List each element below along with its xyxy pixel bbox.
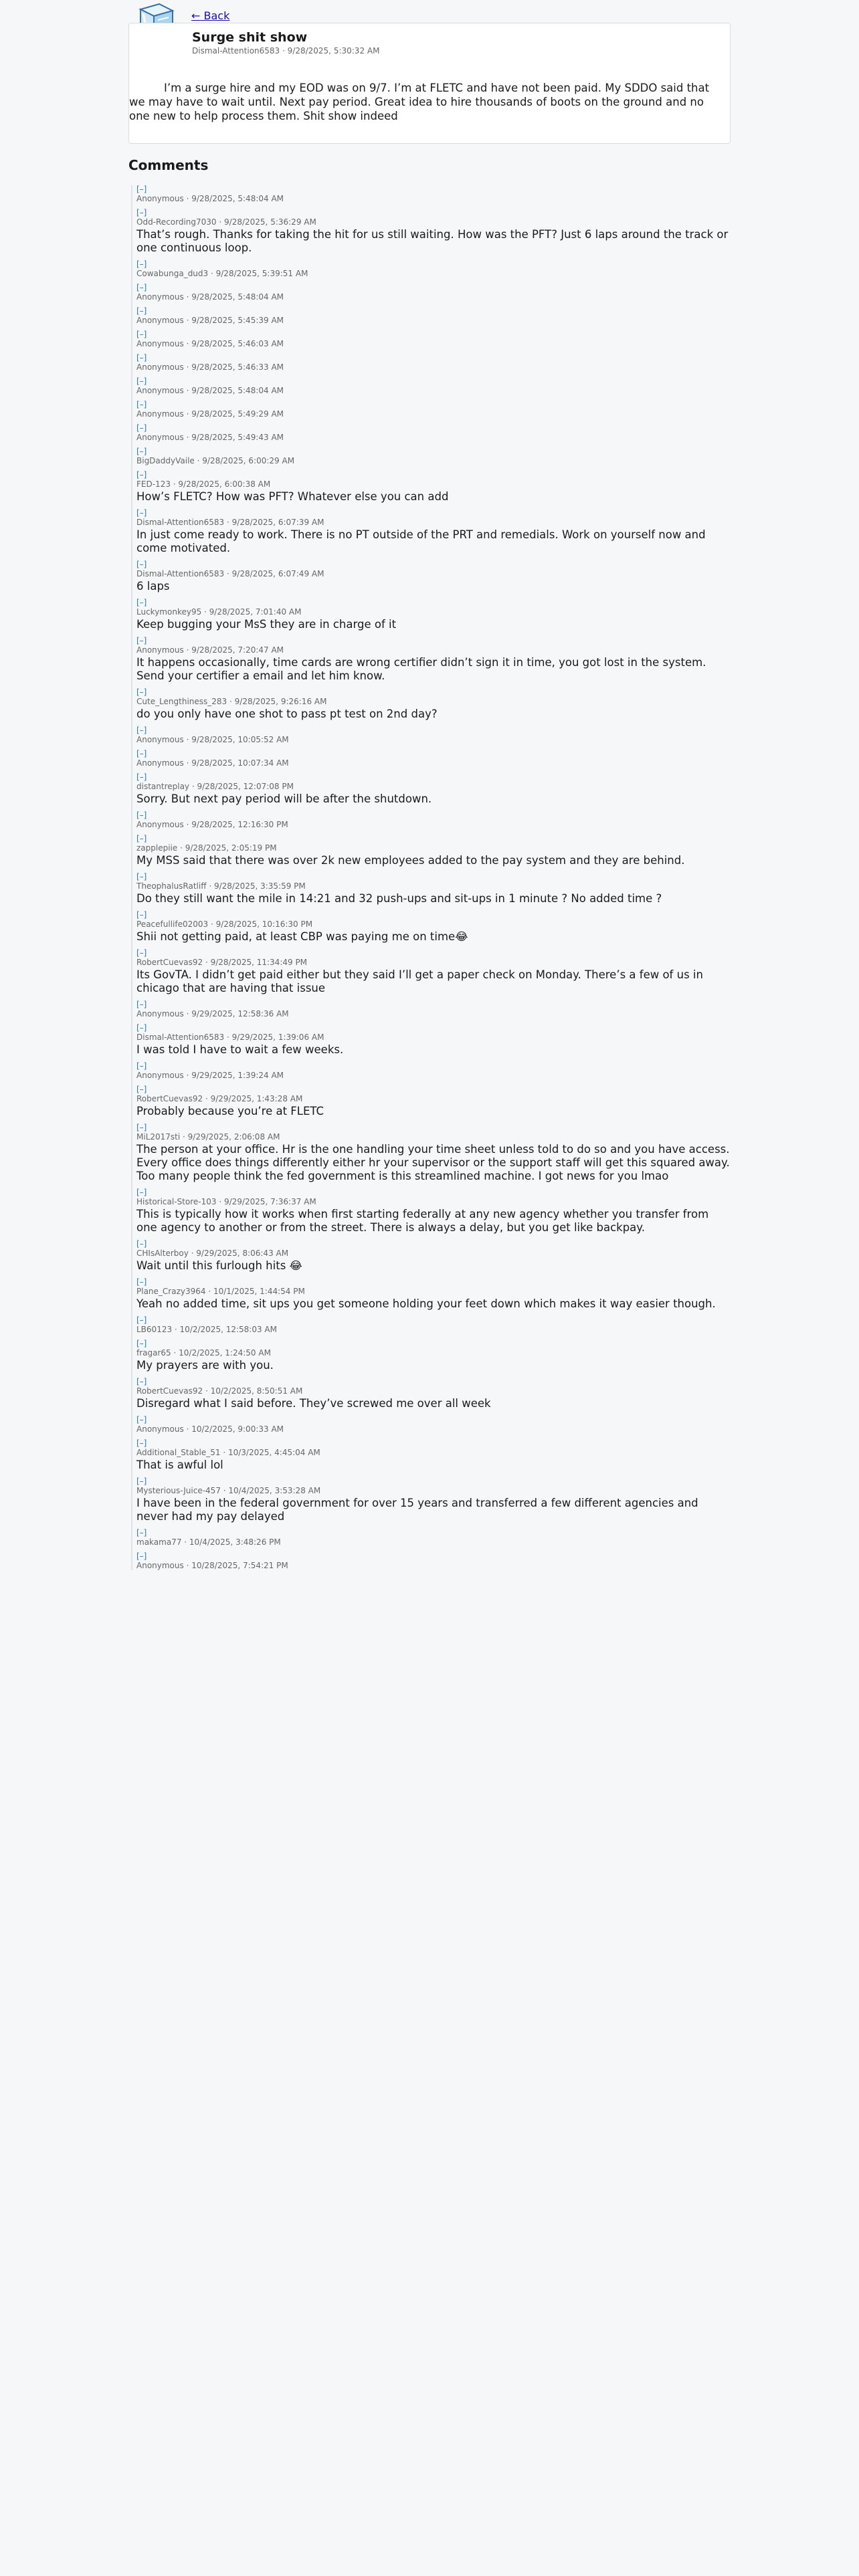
collapse-toggle[interactable]: [–] — [136, 749, 147, 758]
meta-separator: · — [183, 758, 192, 768]
comment-time: 9/28/2025, 11:34:49 PM — [210, 958, 308, 967]
comment-meta — [136, 479, 731, 489]
comment-text: Keep bugging your MsS they are in charge of it — [136, 618, 397, 631]
comment-author[interactable]: RobertCuevas92 — [136, 958, 203, 967]
collapse-toggle[interactable]: [–] — [136, 1085, 147, 1094]
comment-time: 10/3/2025, 4:45:04 AM — [227, 1448, 320, 1457]
post-author[interactable]: Dismal-Attention6583 — [192, 46, 280, 56]
comment-text: That is awful lol — [136, 1459, 223, 1471]
comment-author[interactable]: Peacefullife02003 — [136, 920, 209, 929]
meta-separator: · — [183, 820, 192, 829]
comment-meta — [136, 292, 731, 302]
comment-item — [136, 185, 731, 203]
comment-time: 9/29/2025, 7:36:37 AM — [223, 1197, 316, 1206]
collapse-toggle[interactable]: [–] — [136, 1377, 147, 1386]
comment-author[interactable]: CHIsAlterboy — [136, 1249, 189, 1258]
comment-text: Probably because you’re at FLETC — [136, 1105, 324, 1117]
collapse-toggle[interactable]: [–] — [136, 636, 147, 645]
comment-item — [136, 330, 731, 348]
comment-author[interactable]: Odd-Recording7030 — [136, 217, 217, 227]
meta-separator: · — [171, 1348, 179, 1358]
comment-author[interactable]: Dismal-Attention6583 — [136, 1033, 225, 1042]
meta-separator: · — [183, 735, 192, 744]
comment-author[interactable]: Anonymous — [136, 1009, 184, 1018]
comment-item — [136, 209, 731, 255]
collapse-toggle[interactable]: [–] — [136, 208, 147, 217]
comment-author[interactable]: Cowabunga_dud3 — [136, 269, 209, 278]
collapse-toggle[interactable]: [–] — [136, 1277, 147, 1287]
comment-item — [136, 354, 731, 372]
meta-separator: · — [203, 1094, 211, 1103]
comment-text: do you only have one shot to pass pt test on 2nd day? — [136, 708, 438, 720]
comment-meta — [136, 1561, 731, 1570]
comment-time: 9/28/2025, 5:46:33 AM — [191, 362, 284, 372]
comment-time: 9/29/2025, 2:06:08 AM — [187, 1132, 280, 1142]
comment-text: My MSS said that there was over 2k new employees added to the pay system and they are behind. — [136, 854, 685, 867]
comment-item — [136, 1085, 731, 1118]
comment-meta — [136, 1386, 731, 1396]
meta-separator: · — [194, 456, 203, 465]
comment-meta — [136, 1287, 731, 1296]
collapse-toggle[interactable]: [–] — [136, 377, 147, 386]
comment-time: 9/28/2025, 6:00:38 AM — [178, 479, 271, 489]
meta-separator: · — [183, 194, 192, 203]
meta-separator: · — [224, 518, 232, 527]
comment-author[interactable]: Cute_Lengthiness_283 — [136, 697, 227, 706]
comment-author[interactable]: Anonymous — [136, 386, 184, 395]
comment-author[interactable]: Luckymonkey95 — [136, 607, 202, 617]
comment-time: 9/28/2025, 6:07:39 AM — [231, 518, 324, 527]
comment-author[interactable]: Historical-Store-103 — [136, 1197, 217, 1206]
collapse-toggle[interactable]: [–] — [136, 1000, 147, 1009]
collapse-toggle[interactable]: [–] — [136, 834, 147, 843]
comment-meta — [136, 339, 731, 348]
comment-meta — [136, 569, 731, 578]
meta-separator: · — [224, 1033, 232, 1042]
comment-text: 6 laps — [136, 580, 170, 593]
meta-separator: · — [201, 607, 209, 617]
comment-meta — [136, 269, 731, 278]
comment-time: 9/28/2025, 10:16:30 PM — [215, 920, 313, 929]
page — [128, 0, 731, 1570]
meta-separator: · — [208, 920, 216, 929]
comment-time: 10/1/2025, 1:44:54 PM — [213, 1287, 305, 1296]
comment-item — [136, 509, 731, 555]
meta-separator: · — [183, 409, 192, 419]
comment-item — [136, 1188, 731, 1235]
comment-time: 9/28/2025, 2:05:19 PM — [185, 843, 277, 853]
comment-text: That’s rough. Thanks for taking the hit for us still waiting. How was the PFT? Just 6 laps around the track or one continuous loop. — [136, 228, 729, 254]
post-body — [129, 81, 721, 123]
meta-separator: · — [183, 1009, 192, 1018]
comment-author[interactable]: BigDaddyVaile — [136, 456, 195, 465]
comment-item — [136, 726, 731, 744]
comment-item — [136, 1416, 731, 1434]
comment-author[interactable]: LB60123 — [136, 1325, 173, 1334]
comment-author[interactable]: Anonymous — [136, 433, 184, 442]
comment-text: Shii not getting paid, at least CBP was paying me on time😂 — [136, 930, 468, 943]
comment-author[interactable]: Anonymous — [136, 1424, 184, 1434]
comment-meta — [136, 1325, 731, 1334]
comment-meta — [136, 1071, 731, 1080]
comment-item — [136, 1316, 731, 1334]
comment-item — [136, 1240, 731, 1273]
comment-item — [136, 637, 731, 683]
comment-time: 9/28/2025, 3:35:59 PM — [213, 881, 306, 891]
collapse-toggle[interactable]: [–] — [136, 1023, 147, 1033]
comment-time: 9/29/2025, 1:39:24 AM — [191, 1071, 284, 1080]
collapse-toggle[interactable]: [–] — [136, 353, 147, 362]
comment-item — [136, 1278, 731, 1311]
meta-separator: · — [177, 843, 185, 853]
meta-separator: · — [183, 292, 192, 302]
comment-author[interactable]: Anonymous — [136, 758, 184, 768]
collapse-toggle[interactable]: [–] — [136, 447, 147, 456]
meta-separator: · — [183, 645, 192, 655]
collapse-toggle[interactable]: [–] — [136, 470, 147, 479]
collapse-toggle[interactable]: [–] — [136, 1528, 147, 1537]
comment-author[interactable]: Anonymous — [136, 316, 184, 325]
post-title: Surge shit show — [192, 30, 308, 45]
comment-author[interactable]: Dismal-Attention6583 — [136, 518, 225, 527]
meta-separator: · — [183, 1071, 192, 1080]
comment-author[interactable]: Anonymous — [136, 362, 184, 372]
comment-text: Do they still want the mile in 14:21 and 32 push-ups and sit-ups in 1 minute ? No added time ? — [136, 892, 662, 905]
meta-separator: · — [170, 479, 179, 489]
comment-time: 9/29/2025, 8:06:43 AM — [196, 1249, 289, 1258]
meta-separator: · — [220, 1448, 228, 1457]
comment-item — [136, 284, 731, 302]
comment-item — [136, 750, 731, 768]
comment-time: 9/28/2025, 10:07:34 AM — [191, 758, 289, 768]
comment-time: 9/28/2025, 12:16:30 PM — [191, 820, 288, 829]
collapse-toggle[interactable]: [–] — [136, 1438, 147, 1448]
comment-item — [136, 599, 731, 631]
meta-separator: · — [216, 217, 225, 227]
collapse-toggle[interactable]: [–] — [136, 598, 147, 607]
comment-time: 9/28/2025, 12:07:08 PM — [197, 782, 294, 791]
comment-author[interactable]: Anonymous — [136, 409, 184, 419]
collapse-toggle[interactable]: [–] — [136, 185, 147, 194]
comment-item — [136, 1024, 731, 1057]
comment-text: My prayers are with you. — [136, 1359, 274, 1372]
collapse-toggle[interactable]: [–] — [136, 948, 147, 958]
comment-item — [136, 1339, 731, 1372]
comment-item — [136, 811, 731, 829]
comments-list — [131, 185, 731, 1570]
collapse-toggle[interactable]: [–] — [136, 330, 147, 339]
comment-meta — [136, 194, 731, 203]
comment-item — [136, 471, 731, 504]
comment-meta — [136, 1348, 731, 1358]
collapse-toggle[interactable]: [–] — [136, 423, 147, 433]
comment-author[interactable]: TheophalusRatliff — [136, 881, 207, 891]
comment-item — [136, 424, 731, 442]
collapse-toggle[interactable]: [–] — [136, 1061, 147, 1071]
comment-meta — [136, 1486, 731, 1495]
comment-meta — [136, 881, 731, 891]
comment-item — [136, 949, 731, 995]
comment-item — [136, 401, 731, 419]
comment-text: I was told I have to wait a few weeks. — [136, 1043, 344, 1056]
meta-separator: · — [205, 1287, 213, 1296]
comment-time: 9/28/2025, 6:07:49 AM — [231, 569, 324, 578]
comment-time: 10/4/2025, 3:53:28 AM — [228, 1486, 321, 1495]
comment-author[interactable]: Dismal-Attention6583 — [136, 569, 225, 578]
comment-time: 10/2/2025, 8:50:51 AM — [210, 1386, 303, 1396]
post-card — [128, 23, 731, 144]
meta-separator: · — [208, 269, 216, 278]
collapse-toggle[interactable]: [–] — [136, 726, 147, 735]
comment-meta — [136, 920, 731, 929]
comment-item — [136, 307, 731, 325]
comment-item — [136, 1123, 731, 1183]
comment-meta — [136, 1009, 731, 1018]
comment-text: This is typically how it works when first starting federally at any new agency whether you transfer from one agency to another or from the street. There is always a delay, but you get like backpay. — [136, 1208, 709, 1234]
comment-meta — [136, 362, 731, 372]
comment-meta — [136, 1448, 731, 1457]
comment-meta — [136, 1537, 731, 1547]
comment-author[interactable]: Anonymous — [136, 1071, 184, 1080]
meta-separator: · — [203, 958, 211, 967]
comment-time: 9/28/2025, 5:49:43 AM — [191, 433, 284, 442]
meta-separator: · — [183, 433, 192, 442]
comment-item — [136, 873, 731, 905]
comment-text: Sorry. But next pay period will be after the shutdown. — [136, 792, 432, 805]
comment-author[interactable]: Anonymous — [136, 194, 184, 203]
comment-author[interactable]: MiL2017sti — [136, 1132, 181, 1142]
meta-separator: · — [203, 1386, 211, 1396]
comment-meta — [136, 1249, 731, 1258]
comment-text: The person at your office. Hr is the one handling your time sheet unless told to do so and you have access. Every office does things differently either hr your supervisor or the support staff will get this squared away. Too many people think the fed government is this streamlined machine. I got news for you lmao — [136, 1143, 730, 1182]
comment-time: 9/29/2025, 12:58:36 AM — [191, 1009, 289, 1018]
meta-separator: · — [227, 697, 235, 706]
comment-meta — [136, 607, 731, 617]
meta-separator: · — [189, 782, 197, 791]
comment-text: Yeah no added time, sit ups you get someone holding your feet down which makes it way easier though. — [136, 1297, 716, 1310]
comment-item — [136, 688, 731, 721]
comment-text: Its GovTA. I didn’t get paid either but they said I’ll get a paper check on Monday. There’s a few of us in chicago that are having that issue — [136, 968, 703, 994]
comment-meta — [136, 1197, 731, 1206]
comment-author[interactable]: RobertCuevas92 — [136, 1094, 203, 1103]
comment-author[interactable]: Additional_Stable_51 — [136, 1448, 221, 1457]
comment-meta — [136, 316, 731, 325]
meta-separator: · — [188, 1249, 197, 1258]
collapse-toggle[interactable]: [–] — [136, 1339, 147, 1348]
comment-author[interactable]: Anonymous — [136, 645, 184, 655]
comment-time: 10/2/2025, 1:24:50 AM — [179, 1348, 271, 1358]
collapse-toggle[interactable]: [–] — [136, 772, 147, 782]
comment-meta — [136, 645, 731, 655]
comment-meta — [136, 518, 731, 527]
comment-item — [136, 377, 731, 395]
comment-time: 9/28/2025, 9:26:16 AM — [234, 697, 327, 706]
comment-time: 9/28/2025, 5:48:04 AM — [191, 386, 284, 395]
comment-item — [136, 773, 731, 806]
comment-item — [136, 447, 731, 465]
comment-time: 10/2/2025, 9:00:33 AM — [191, 1424, 284, 1434]
comment-time: 9/28/2025, 5:36:29 AM — [224, 217, 316, 227]
comment-author[interactable]: RobertCuevas92 — [136, 1386, 203, 1396]
comment-time: 9/28/2025, 5:45:39 AM — [191, 316, 284, 325]
comments-heading: Comments — [128, 157, 209, 173]
comment-item — [136, 260, 731, 278]
comment-item — [136, 835, 731, 867]
meta-separator: · — [216, 1197, 224, 1206]
comment-time: 9/28/2025, 7:01:40 AM — [209, 607, 302, 617]
comment-meta — [136, 456, 731, 465]
comment-author[interactable]: Anonymous — [136, 292, 184, 302]
comment-time: 9/28/2025, 5:48:04 AM — [191, 292, 284, 302]
comment-text: It happens occasionally, time cards are wrong certifier didn’t sign it in time, you got lost in the system. Send your certifier a email and let him know. — [136, 656, 706, 682]
comment-meta — [136, 697, 731, 706]
comment-author[interactable]: Anonymous — [136, 339, 184, 348]
meta-separator: · — [224, 569, 232, 578]
comment-time: 9/28/2025, 5:46:03 AM — [191, 339, 284, 348]
comment-meta — [136, 1132, 731, 1142]
collapse-toggle[interactable]: [–] — [136, 259, 147, 269]
comment-author[interactable]: distantreplay — [136, 782, 190, 791]
post-time: 9/28/2025, 5:30:32 AM — [287, 46, 380, 56]
comment-item — [136, 1529, 731, 1547]
collapse-toggle[interactable]: [–] — [136, 872, 147, 881]
comment-author[interactable]: Anonymous — [136, 1561, 184, 1570]
meta-separator: · — [181, 1537, 189, 1547]
meta-separator: · — [183, 1561, 192, 1570]
comment-time: 10/28/2025, 7:54:21 PM — [191, 1561, 288, 1570]
collapse-toggle[interactable]: [–] — [136, 811, 147, 820]
comment-time: 9/29/2025, 1:39:06 AM — [231, 1033, 324, 1042]
back-link[interactable]: ← Back — [191, 9, 230, 22]
meta-separator: · — [183, 362, 192, 372]
meta-separator: · — [183, 339, 192, 348]
comment-meta — [136, 1033, 731, 1042]
meta-separator: · — [220, 1486, 229, 1495]
comment-meta — [136, 843, 731, 853]
comment-meta — [136, 409, 731, 419]
meta-separator: · — [183, 386, 192, 395]
collapse-toggle[interactable]: [–] — [136, 910, 147, 920]
comment-author[interactable]: Mysterious-Juice-457 — [136, 1486, 221, 1495]
comment-meta — [136, 386, 731, 395]
comment-author[interactable]: Plane_Crazy3964 — [136, 1287, 206, 1296]
meta-separator: · — [180, 1132, 188, 1142]
comment-time: 9/28/2025, 5:39:51 AM — [215, 269, 308, 278]
comment-item — [136, 1062, 731, 1080]
comment-time: 10/2/2025, 12:58:03 AM — [179, 1325, 277, 1334]
collapse-toggle[interactable]: [–] — [136, 1551, 147, 1561]
collapse-toggle[interactable]: [–] — [136, 1415, 147, 1424]
comment-meta — [136, 782, 731, 791]
comment-meta — [136, 735, 731, 744]
collapse-toggle[interactable]: [–] — [136, 306, 147, 316]
collapse-toggle[interactable]: [–] — [136, 508, 147, 518]
collapse-toggle[interactable]: [–] — [136, 400, 147, 409]
comment-text: I have been in the federal government for over 15 years and transferred a few different agencies and never had my pay delayed — [136, 1497, 698, 1523]
comment-text: How’s FLETC? How was PFT? Whatever else you can add — [136, 490, 449, 503]
comment-time: 9/28/2025, 6:00:29 AM — [202, 456, 295, 465]
collapse-toggle[interactable]: [–] — [136, 1239, 147, 1249]
comment-meta — [136, 758, 731, 768]
collapse-toggle[interactable]: [–] — [136, 283, 147, 292]
comment-meta — [136, 433, 731, 442]
comment-author[interactable]: zapplepiie — [136, 843, 178, 853]
comment-time: 9/28/2025, 5:48:04 AM — [191, 194, 284, 203]
comment-meta — [136, 217, 731, 227]
comment-author[interactable]: Anonymous — [136, 820, 184, 829]
comment-meta — [136, 1094, 731, 1103]
comment-time: 9/29/2025, 1:43:28 AM — [210, 1094, 303, 1103]
comment-author[interactable]: fragar65 — [136, 1348, 171, 1358]
comment-item — [136, 1439, 731, 1472]
comment-time: 9/28/2025, 10:05:52 AM — [191, 735, 289, 744]
comment-item — [136, 1378, 731, 1410]
comment-time: 9/28/2025, 7:20:47 AM — [191, 645, 284, 655]
collapse-toggle[interactable]: [–] — [136, 560, 147, 569]
collapse-toggle[interactable]: [–] — [136, 1315, 147, 1325]
post-meta: Dismal-Attention6583 · 9/28/2025, 5:30:32 AM — [192, 46, 380, 56]
collapse-toggle[interactable]: [–] — [136, 1123, 147, 1132]
comment-text: Wait until this furlough hits 😂 — [136, 1259, 302, 1272]
comment-author[interactable]: Anonymous — [136, 735, 184, 744]
comment-meta — [136, 1424, 731, 1434]
comment-item — [136, 1552, 731, 1570]
comment-meta — [136, 820, 731, 829]
comment-author[interactable]: FED-123 — [136, 479, 171, 489]
comment-author[interactable]: makama77 — [136, 1537, 182, 1547]
comment-text: In just come ready to work. There is no PT outside of the PRT and remedials. Work on yourself now and come motivated. — [136, 528, 706, 554]
comment-time: 9/28/2025, 5:49:29 AM — [191, 409, 284, 419]
meta-separator: · — [183, 1424, 192, 1434]
collapse-toggle[interactable]: [–] — [136, 1477, 147, 1486]
collapse-toggle[interactable]: [–] — [136, 687, 147, 697]
meta-separator: · — [206, 881, 214, 891]
comment-text: Disregard what I said before. They’ve screwed me over all week — [136, 1397, 491, 1410]
meta-separator: · — [172, 1325, 180, 1334]
comment-item — [136, 1000, 731, 1018]
collapse-toggle[interactable]: [–] — [136, 1188, 147, 1197]
comment-time: 10/4/2025, 3:48:26 PM — [189, 1537, 281, 1547]
comment-item — [136, 560, 731, 593]
comment-meta — [136, 958, 731, 967]
meta-separator: · — [183, 316, 192, 325]
comment-item — [136, 1477, 731, 1523]
comment-item — [136, 911, 731, 944]
post-body-text: I’m a surge hire and my EOD was on 9/7. I’m at FLETC and have not been paid. My SDDO said that we may have to wait until. Next pay period. Great idea to hire thousands of boots on the ground and no one new to help process them. Shit show indeed — [129, 82, 710, 122]
